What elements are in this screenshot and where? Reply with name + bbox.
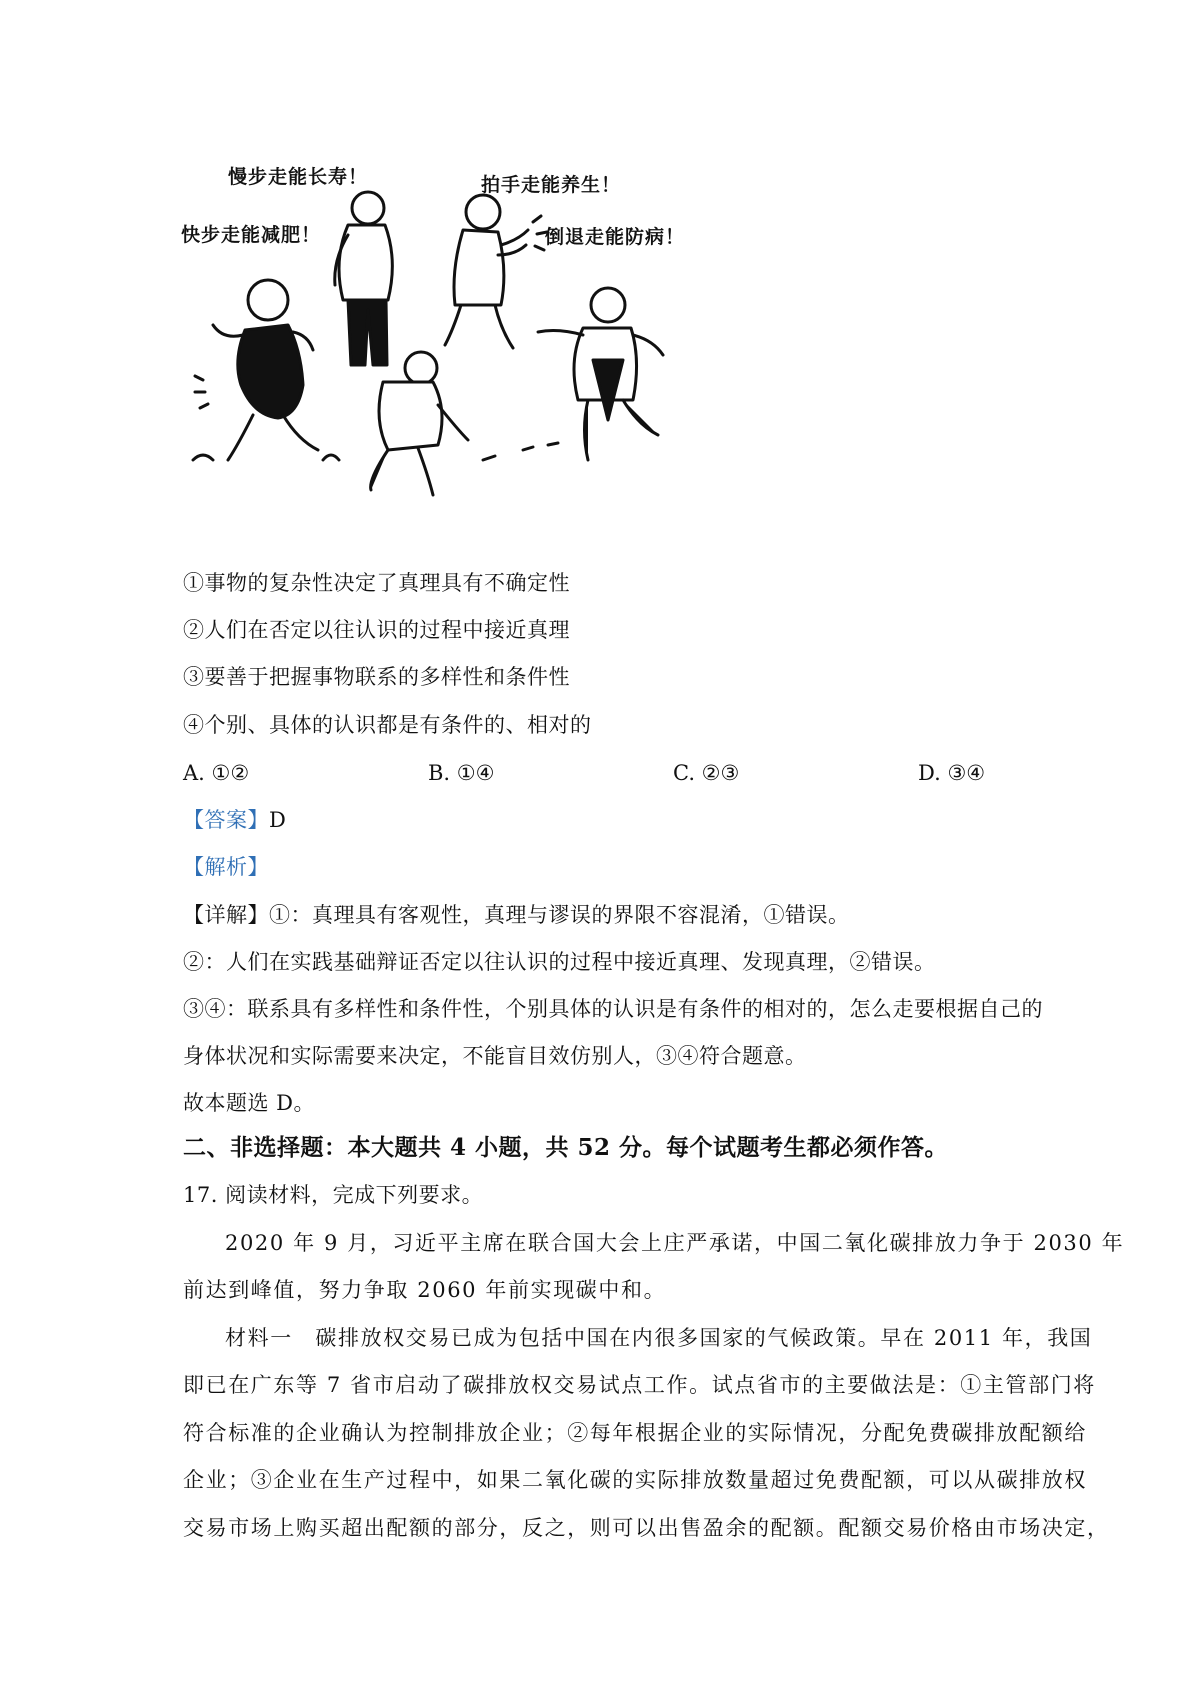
slow-walker-figure xyxy=(335,192,393,365)
statement-3: ③要善于把握事物联系的多样性和条件性 xyxy=(183,665,570,689)
material-line-6: 企业；③企业在生产过程中，如果二氧化碳的实际排放数量超过免费配额，可以从碳排放权 xyxy=(183,1468,1087,1492)
material-line-7: 交易市场上购买超出配额的部分，反之，则可以出售盈余的配额。配额交易价格由市场决定， xyxy=(183,1516,1110,1540)
walking-cartoon xyxy=(183,160,743,540)
bending-walker-figure xyxy=(371,352,468,495)
option-a: A. ①② xyxy=(183,761,250,785)
question-17: 17. 阅读材料，完成下列要求。 xyxy=(183,1183,484,1207)
option-d: D. ③④ xyxy=(918,761,986,785)
statement-4: ④个别、具体的认识都是有条件的、相对的 xyxy=(183,713,592,737)
statement-2: ②人们在否定以往认识的过程中接近真理 xyxy=(183,618,570,642)
detail-line-5: 故本题选 D。 xyxy=(183,1091,316,1115)
detail-line-2: ②：人们在实践基础辩证否定以往认识的过程中接近真理、发现真理，②错误。 xyxy=(183,950,936,974)
fast-walker-figure xyxy=(193,280,339,460)
detail-line-1: 【详解】①：真理具有客观性，真理与谬误的界限不容混淆，①错误。 xyxy=(183,903,850,927)
caption-slow-walk: 慢步走能长寿！ xyxy=(228,166,369,188)
caption-clap-walk: 拍手走能养生！ xyxy=(481,174,622,196)
answer-line xyxy=(183,805,286,835)
material-line-4: 即已在广东等 7 省市启动了碳排放权交易试点工作。试点省市的主要做法是：①主管部门将 xyxy=(183,1373,1096,1397)
caption-fast-walk: 快步走能减肥！ xyxy=(181,224,322,246)
clap-walker-figure xyxy=(445,195,547,348)
backward-walker-figure xyxy=(483,288,663,460)
answer-value: D xyxy=(269,808,287,832)
statement-1: ①事物的复杂性决定了真理具有不确定性 xyxy=(183,571,570,595)
analysis-label: 【解析】 xyxy=(183,855,269,879)
section-heading: 二、非选择题：本大题共 4 小题，共 52 分。每个试题考生都必须作答。 xyxy=(183,1134,949,1161)
caption-backward-walk: 倒退走能防病！ xyxy=(545,226,686,248)
option-c: C. ②③ xyxy=(673,761,740,785)
material-line-1: 2020 年 9 月，习近平主席在联合国大会上庄严承诺，中国二氧化碳排放力争于 2030 年 xyxy=(225,1231,1125,1255)
walking-figures-drawing xyxy=(183,160,743,540)
material-line-3: 材料一 碳排放权交易已成为包括中国在内很多国家的气候政策。早在 2011 年，我国 xyxy=(225,1326,1093,1350)
detail-line-4: 身体状况和实际需要来决定，不能盲目效仿别人，③④符合题意。 xyxy=(183,1044,807,1068)
material-line-2: 前达到峰值，努力争取 2060 年前实现碳中和。 xyxy=(183,1278,667,1302)
answer-label: 【答案】 xyxy=(183,808,269,832)
material-line-5: 符合标准的企业确认为控制排放企业；②每年根据企业的实际情况，分配免费碳排放配额给 xyxy=(183,1421,1087,1445)
detail-line-3: ③④：联系具有多样性和条件性，个别具体的认识是有条件的相对的，怎么走要根据自己的 xyxy=(183,997,1043,1021)
option-b: B. ①④ xyxy=(428,761,495,785)
